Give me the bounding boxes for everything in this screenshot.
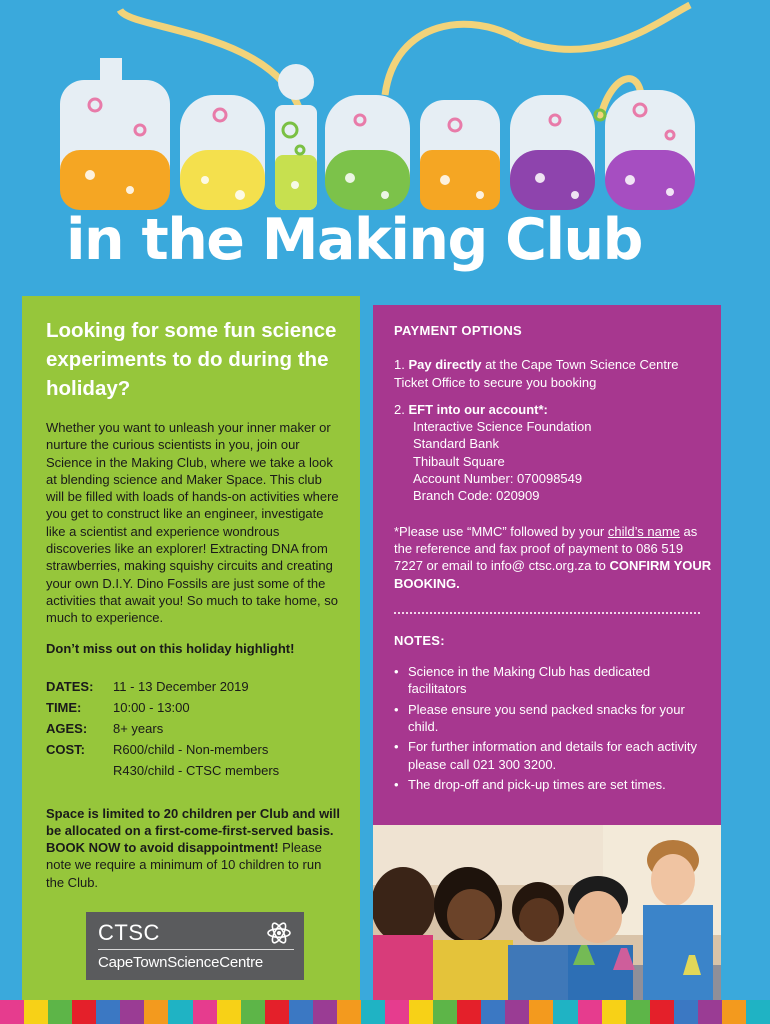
dates-label: DATES: [46, 678, 94, 694]
strip-square [361, 1000, 385, 1024]
note-item: • Science in the Making Club has dedicated facilitators [394, 663, 712, 698]
letter-s [60, 58, 170, 210]
logo-fullname: CapeTownScienceCentre [98, 954, 264, 971]
strip-square [168, 1000, 192, 1024]
intro-body: Whether you want to unleash your inner maker or nurture the curious scientists in you, join our Science in the Making Club, where we take a look at blending science and Maker Space. This club will be filled with loads of hands-on activities where you get to construct like an engineer, investigate like a scientist and experience wondrous discoveries like an explorer! Extracting DNA from strawberries, making squishy circuits and creating your own D.I.Y. Dino Fossils are just some of the activities that await you! So much to take home, so much to experience. [46, 420, 339, 626]
time-label: TIME: [46, 699, 82, 715]
strip-square [553, 1000, 577, 1024]
notes-list [394, 663, 712, 793]
note-item: • Please ensure you send packed snacks for your child. [394, 701, 712, 736]
note-item: • For further information and details for each activity please call 021 300 3200. [394, 738, 712, 773]
strip-square [505, 1000, 529, 1024]
intro-heading: Looking for some fun science experiments to do during the holiday? [46, 319, 337, 400]
strip-square [529, 1000, 553, 1024]
logo-abbr: CTSC [98, 920, 160, 945]
eft-line: Account Number: 070098549 [413, 471, 583, 487]
strip-square [0, 1000, 24, 1024]
letter-e [325, 95, 410, 210]
space-note [46, 805, 342, 891]
strip-square [217, 1000, 241, 1024]
tube-2 [385, 24, 520, 95]
strip-square [722, 1000, 746, 1024]
strip-square [289, 1000, 313, 1024]
event-details [46, 676, 342, 781]
strip-square [650, 1000, 674, 1024]
strip-square [457, 1000, 481, 1024]
atom-icon [266, 920, 292, 946]
highlight-text: Don’t miss out on this holiday highlight! [46, 640, 295, 656]
cost-row [46, 739, 342, 781]
dates-value: 11 - 13 December 2019 [113, 678, 249, 694]
ages-value: 8+ years [113, 720, 164, 736]
reference-text-2: as the reference and fax proof of payment to 086 519 7227 or email to info@ ctsc.org.za to [394, 523, 698, 574]
dotted-divider [394, 612, 700, 614]
eft-details [394, 418, 712, 504]
payment-heading: PAYMENT OPTIONS [394, 323, 523, 338]
strip-square [120, 1000, 144, 1024]
payment-column [394, 322, 712, 796]
option-1-bold: Pay directly [408, 357, 482, 373]
strip-square [385, 1000, 409, 1024]
time-row [46, 697, 342, 718]
strip-square [578, 1000, 602, 1024]
strip-square [481, 1000, 505, 1024]
strip-square [144, 1000, 168, 1024]
reference-bold: CONFIRM YOUR BOOKING. [394, 558, 712, 591]
eft-line: Branch Code: 020909 [413, 488, 540, 504]
strip-square [193, 1000, 217, 1024]
cost-value-nonmembers: R600/child - Non-members [113, 741, 269, 757]
letter-n [420, 100, 500, 210]
ages-row [46, 718, 342, 739]
reference-text-1: *Please use “MMC” followed by your [394, 523, 608, 539]
notes-heading: NOTES: [394, 632, 445, 648]
strip-square [626, 1000, 650, 1024]
eft-line: Standard Bank [413, 436, 500, 452]
cost-label: COST: [46, 741, 85, 757]
letter-c2 [510, 95, 595, 210]
reference-instructions [394, 523, 712, 592]
strip-square [337, 1000, 361, 1024]
dates-row [46, 676, 342, 697]
strip-square [409, 1000, 433, 1024]
strip-square [96, 1000, 120, 1024]
payment-option-2 [394, 401, 712, 505]
option-2-bold: EFT into our account*: [408, 401, 548, 417]
letter-e2 [605, 90, 695, 210]
option-1-number: 1. [394, 357, 409, 373]
eft-line: Thibault Square [413, 453, 505, 469]
eft-line: Interactive Science Foundation [413, 419, 592, 435]
strip-square [674, 1000, 698, 1024]
ages-label: AGES: [46, 720, 88, 736]
color-strip [0, 1000, 770, 1024]
info-column [46, 316, 342, 891]
club-subtitle: in the Making Club [66, 207, 642, 273]
space-note-bold: Space is limited to 20 children per Club and will be allocated on a first-come-first-served basis. BOOK NOW to avoid disappointment! [46, 805, 341, 856]
note-item: • The drop-off and pick-up times are set times. [394, 776, 712, 793]
time-value: 10:00 - 13:00 [113, 699, 190, 715]
cost-value-members: R430/child - CTSC members [113, 762, 280, 778]
strip-square [48, 1000, 72, 1024]
logo-divider [98, 949, 294, 950]
strip-square [433, 1000, 457, 1024]
strip-square [698, 1000, 722, 1024]
strip-square [72, 1000, 96, 1024]
payment-option-1 [394, 356, 712, 391]
strip-square [746, 1000, 770, 1024]
strip-square [265, 1000, 289, 1024]
tube-3 [520, 5, 690, 49]
option-1-text: at the Cape Town Science Centre Ticket Office to secure you booking [394, 357, 679, 390]
strip-square [602, 1000, 626, 1024]
reference-underline: child’s name [607, 523, 680, 539]
letter-c [180, 95, 265, 210]
strip-square [241, 1000, 265, 1024]
children-experiment-photo [373, 825, 721, 1000]
header-banner [0, 0, 770, 295]
space-note-normal: Please note we require a minimum of 10 children to run the Club. [46, 840, 322, 890]
strip-square [24, 1000, 48, 1024]
option-2-number: 2. [394, 401, 409, 417]
ctsc-logo [86, 912, 304, 980]
strip-square [313, 1000, 337, 1024]
